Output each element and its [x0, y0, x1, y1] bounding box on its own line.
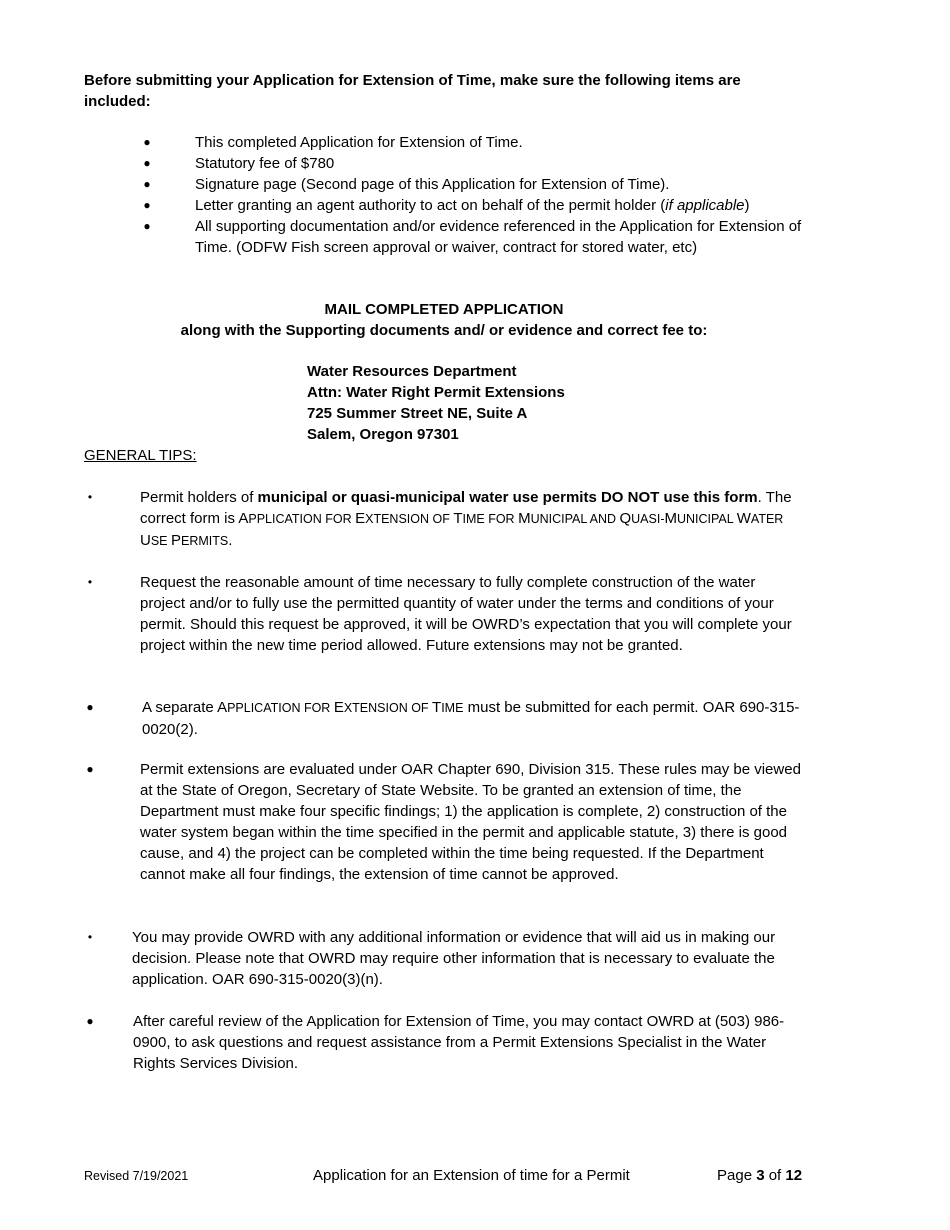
bullet-icon: ● [86, 700, 94, 714]
tip-text: You may provide OWRD with any additional information or evidence that will aid us in making our decision. Please note that OWRD may require other information that is necessary to evaluate the application. OAR 690-315-0020(3)(n). [132, 929, 776, 988]
mail-heading: MAIL COMPLETED APPLICATION [324, 301, 564, 318]
bullet-icon: ● [143, 198, 151, 212]
checklist-item-text: All supporting documentation and/or evidence referenced in the Application for Extension of Time. (ODFW Fish screen approval or waiver, contract for stored water, etc) [195, 218, 802, 256]
bullet-icon: ● [86, 1014, 94, 1028]
tip-text: Request the reasonable amount of time necessary to fully complete construction of the water project and/or to fully use the permitted quantity of water under the terms and conditions of your permit. Should this request be approved, it will be OWRD’s expectation that you will complete your project within the new time period allowed. Future extensions may not be granted. [140, 574, 792, 654]
checklist-item-text: This completed Application for Extension of Time. [195, 134, 523, 151]
tip-text: Permit extensions are evaluated under OAR Chapter 690, Division 315. These rules may be viewed at the State of Oregon, Secretary of State Website. To be granted an extension of time, the Department must make four specific findings; 1) the application is complete, 2) construction of the water system began within the time specified in the permit and applicable statute, 3) there is good cause, and 4) the project can be completed within the time being requested. If the Department cannot make all four findings, the extension of time cannot be approved. [140, 761, 801, 883]
bullet-icon: • [87, 490, 93, 504]
checklist-item-text: Signature page (Second page of this Application for Extension of Time). [195, 176, 670, 193]
bullet-icon: ● [143, 135, 151, 149]
intro-heading: Before submitting your Application for Extension of Time, make sure the following items are included: [84, 72, 741, 110]
tip-text: A separate APPLICATION FOR EXTENSION OF TIME must be submitted for each permit. OAR 690-315-0020(2). [142, 699, 800, 738]
address-line-2: Attn: Water Right Permit Extensions [307, 384, 565, 401]
bullet-icon: ● [143, 219, 151, 233]
bullet-icon: • [87, 575, 93, 589]
address-line-1: Water Resources Department [307, 363, 517, 380]
checklist-item-text: Statutory fee of $780 [195, 155, 335, 172]
bullet-icon: ● [143, 156, 151, 170]
tip-text: After careful review of the Application for Extension of Time, you may contact OWRD at (503) 986-0900, to ask questions and request assistance from a Permit Extensions Specialist in the Water Rights Services Division. [133, 1013, 785, 1072]
footer-title: Application for an Extension of time for a Permit [313, 1167, 630, 1184]
if-applicable-note: if applicable [665, 197, 745, 214]
bullet-icon: ● [143, 177, 151, 191]
bullet-icon: ● [86, 762, 94, 776]
address-line-3: 725 Summer Street NE, Suite A [307, 405, 528, 422]
mail-subheading: along with the Supporting documents and/ or evidence and correct fee to: [180, 322, 708, 339]
footer-page-number: Page 3 of 12 [717, 1167, 803, 1184]
form-name: APPLICATION FOR EXTENSION OF TIME FOR MUNICIPAL AND QUASI-MUNICIPAL WATER USE PERMITS [140, 510, 784, 549]
footer-revised-date: Revised 7/19/2021 [84, 1169, 189, 1183]
general-tips-heading: GENERAL TIPS: [84, 447, 197, 464]
bullet-icon: • [87, 930, 93, 944]
address-line-4: Salem, Oregon 97301 [307, 426, 459, 443]
checklist-item-text: Letter granting an agent authority to act on behalf of the permit holder (if applicable) [195, 197, 750, 214]
do-not-use-warning: municipal or quasi-municipal water use permits DO NOT use this form [257, 489, 758, 506]
tip-text: Permit holders of municipal or quasi-municipal water use permits DO NOT use this form. The correct form is APPLICATION FOR EXTENSION OF TIME FOR MUNICIPAL AND QUASI-MUNICIPAL WATER USE PERMITS. [140, 489, 792, 549]
